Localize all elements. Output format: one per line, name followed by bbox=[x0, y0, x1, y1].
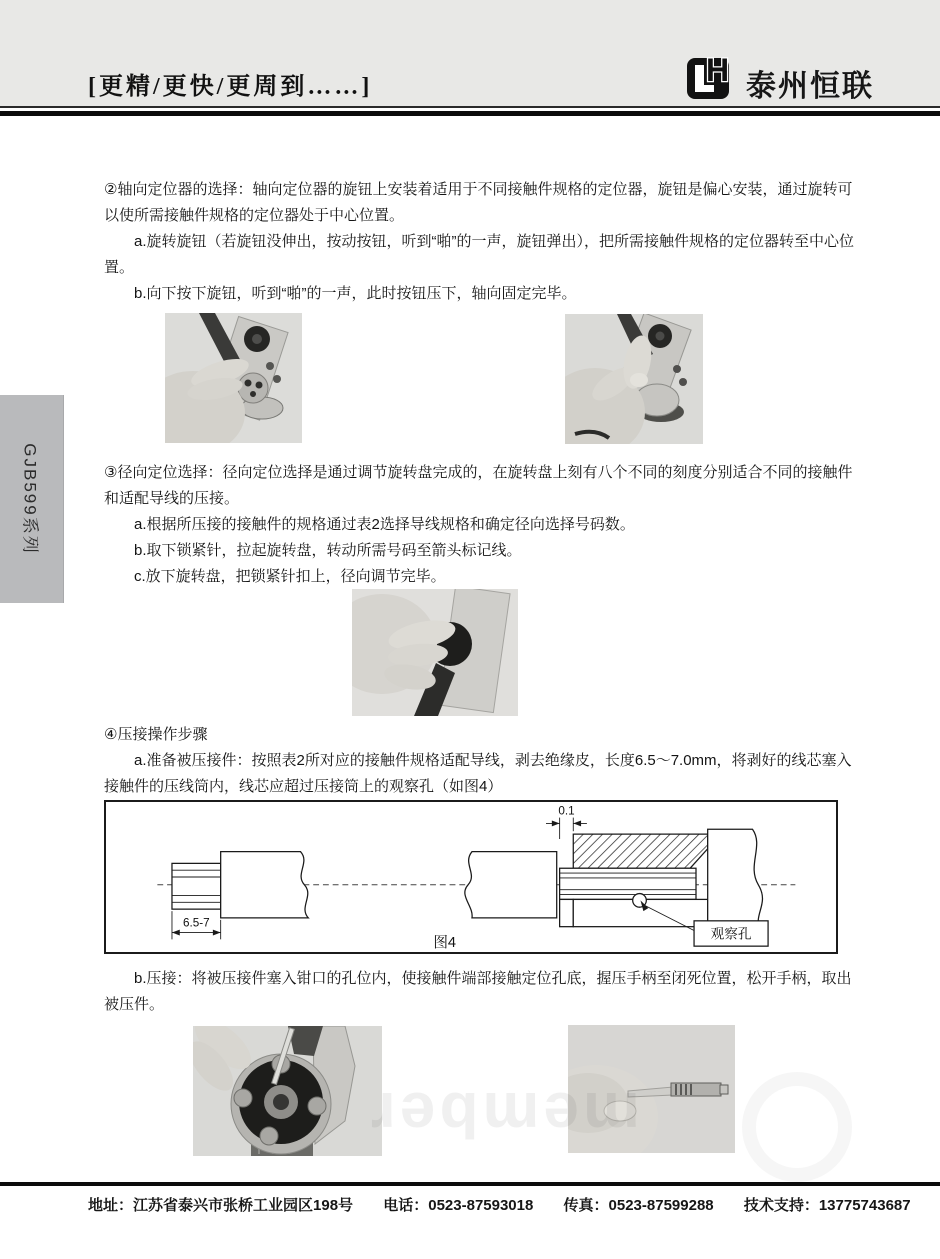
axial-intro: ②轴向定位器的选择：轴向定位器的旋钮上安装着适用于不同接触件规格的定位器，旋钮是偏心安装，通过旋转可以使所需接触件规格的定位器处于中心位置。 bbox=[104, 181, 853, 224]
logo-monogram: H bbox=[706, 52, 730, 88]
photo-crimp-tool-head bbox=[193, 1026, 382, 1156]
crimped-contact-assembly bbox=[465, 805, 768, 946]
axial-step-b: b.向下按下旋钮，听到“啪”的一声，此时按钮压下，轴向固定完毕。 bbox=[134, 285, 577, 302]
radial-step-c: c.放下旋转盘，把锁紧针扣上，径向调节完毕。 bbox=[134, 568, 446, 585]
axial-step-a: a.旋转旋钮（若旋钮没伸出，按动按钮，听到“啪”的一声，旋钮弹出），把所需接触件规格的定位器转至中心位置。 bbox=[104, 233, 855, 276]
page-header bbox=[0, 0, 940, 106]
header-slogan: [更精/更快/更周到……] bbox=[88, 74, 373, 100]
header-rule-thick bbox=[0, 111, 940, 116]
photo-radial-turn-dial bbox=[352, 589, 518, 716]
footer-support bbox=[744, 1197, 911, 1214]
brand-name: 泰州恒联 bbox=[746, 70, 874, 103]
address-value: 江苏省泰兴市张桥工业园区198号 bbox=[133, 1197, 354, 1214]
support-value: 13775743687 bbox=[818, 1197, 911, 1214]
series-tab bbox=[0, 395, 64, 603]
dim-gap: 0.1 bbox=[558, 804, 575, 818]
footer bbox=[88, 1194, 918, 1215]
dim-strip-length: 6.5-7 bbox=[183, 916, 210, 930]
photo-axial-rotate-knob bbox=[165, 313, 302, 443]
brand-logo bbox=[686, 50, 874, 105]
phone-label: 电话： bbox=[383, 1197, 429, 1214]
section-crimp bbox=[104, 722, 854, 800]
section-crimp-b bbox=[104, 966, 854, 1018]
figure4-box bbox=[104, 800, 838, 954]
address-label: 地址： bbox=[88, 1197, 134, 1214]
section-axial bbox=[104, 177, 854, 307]
fax-label: 传真： bbox=[563, 1197, 609, 1214]
scan-watermark-ring bbox=[742, 1072, 852, 1182]
footer-fax bbox=[564, 1197, 714, 1214]
lh-logo-icon bbox=[686, 50, 738, 105]
footer-phone bbox=[383, 1197, 533, 1214]
fax-value: 0523-87599288 bbox=[608, 1197, 714, 1214]
series-tab-label: GJB599系列 bbox=[20, 443, 40, 555]
figure4-drawing bbox=[106, 802, 836, 952]
stripped-wire-assembly bbox=[172, 852, 308, 940]
radial-step-a: a.根据所压接的接触件的规格通过表2选择导线规格和确定径向选择号码数。 bbox=[134, 516, 635, 533]
observation-hole-label: 观察孔 bbox=[710, 926, 752, 942]
footer-address bbox=[88, 1197, 353, 1214]
crimp-step-a: a.准备被压接件：按照表2所对应的接触件规格适配导线，剥去绝缘皮，长度6.5～7.0mm，将剥好的线芯塞入接触件的压线筒内，线芯应超过压接筒上的观察孔（如图4） bbox=[104, 752, 852, 795]
crimp-title: ④压接操作步骤 bbox=[104, 726, 208, 743]
support-label: 技术支持： bbox=[743, 1197, 819, 1214]
section-radial bbox=[104, 460, 854, 590]
header-rule-thin bbox=[0, 106, 940, 108]
figure-caption: 图4 bbox=[433, 935, 457, 952]
crimp-step-b: b.压接：将被压接件塞入钳口的孔位内，使接触件端部接触定位孔底，握压手柄至闭死位置，松开手柄，取出被压件。 bbox=[104, 970, 852, 1013]
scan-watermark: member bbox=[367, 1079, 640, 1151]
footer-rule bbox=[0, 1182, 940, 1186]
photo-crimped-contact bbox=[568, 1025, 735, 1153]
photo-axial-press-knob bbox=[565, 314, 703, 444]
radial-step-b: b.取下锁紧针，拉起旋转盘，转动所需号码至箭头标记线。 bbox=[134, 542, 522, 559]
phone-value: 0523-87593018 bbox=[428, 1197, 534, 1214]
radial-intro: ③径向定位选择：径向定位选择是通过调节旋转盘完成的，在旋转盘上刻有八个不同的刻度分别适合不同的接触件和适配导线的压接。 bbox=[104, 464, 853, 507]
